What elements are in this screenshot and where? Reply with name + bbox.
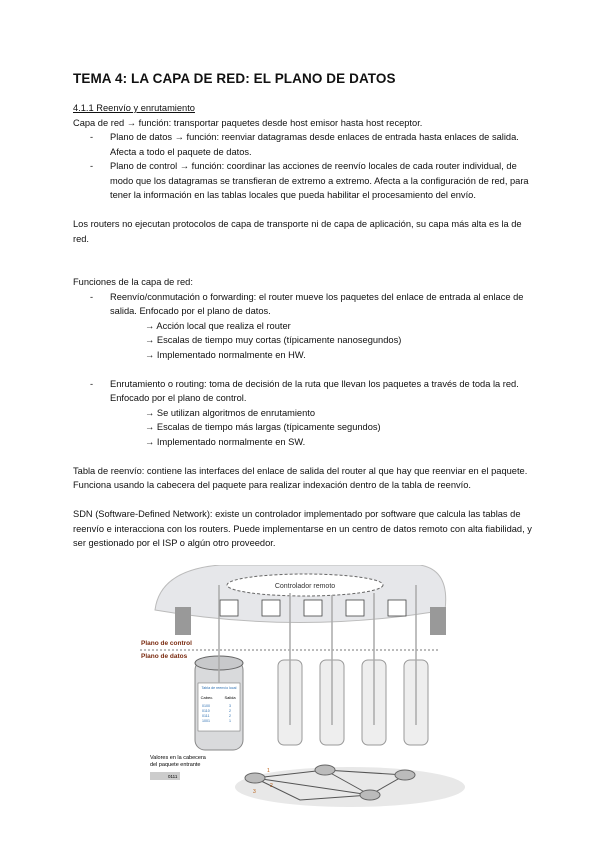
list-item-routing xyxy=(73,377,535,450)
planes-list xyxy=(73,130,535,203)
sdn-figure xyxy=(120,565,480,810)
port-label: 2 xyxy=(270,782,273,789)
bullet-dash: - xyxy=(90,378,94,389)
sub-point: → Se utilizan algoritmos de enrutamiento xyxy=(145,407,316,418)
item-text: Enrutamiento o routing: toma de decisión de la ruta que llevan los paquetes a través de toda la red. Enfocado por el plano de control. xyxy=(110,378,519,403)
item-text: Plano de control → función: coordinar las acciones de reenvío locales de cada router xyxy=(110,161,460,171)
col-output: Salida xyxy=(224,694,236,700)
remote-routers xyxy=(278,660,428,745)
table-cell: 2 xyxy=(229,713,231,718)
page-title: TEMA 4: LA CAPA DE RED: EL PLANO DE DATOS xyxy=(73,71,396,86)
sub-point: → Implementado normalmente en HW. xyxy=(145,349,306,360)
bullet-dash: - xyxy=(90,132,94,142)
sub-point: → Acción local que realiza el router xyxy=(145,320,291,331)
header-caption: Valores en la cabecera xyxy=(150,754,206,761)
port-label: 1 xyxy=(267,767,270,774)
server-icon xyxy=(175,607,191,635)
functions-heading: Funciones de la capa de red: xyxy=(73,277,193,287)
sub-point: → Implementado normalmente en SW. xyxy=(145,436,306,447)
table-cell: 1 xyxy=(229,718,231,723)
item-text-rest: individual, de modo que los datagramas se transfieran de extremo a extremo. Afecta a la configuración de red, para tener la información en las tablas locales que pueda habilitar el procesamiento del envío. xyxy=(110,161,529,200)
functions-list xyxy=(73,290,535,450)
controller-label: Controlador remoto xyxy=(274,582,336,590)
server-icon xyxy=(430,607,446,635)
sub-point: → Escalas de tiempo muy cortas (típicamente nanosegundos) xyxy=(145,335,402,345)
control-plane-label: Plano de control xyxy=(141,639,192,647)
bullet-dash: - xyxy=(90,291,94,302)
item-text-rest: salida. Afecta a todo el paquete de datos. xyxy=(110,132,519,157)
table-cell: 0111 xyxy=(202,713,210,718)
list-item-forwarding xyxy=(73,290,535,363)
section-heading: 4.1.1 Reenvío y enrutamiento xyxy=(73,103,195,113)
header-caption: del paquete entrante xyxy=(150,761,201,768)
list-item-control-plane xyxy=(73,159,535,203)
intro-paragraph: Capa de red → función: transportar paquetes desde host emisor hasta host receptor. xyxy=(73,117,423,128)
table-title: Tabla de reenvío local xyxy=(201,685,237,690)
list-item-data-plane xyxy=(73,130,535,159)
bullet-dash: - xyxy=(90,161,94,171)
port-label: 3 xyxy=(253,788,256,795)
table-cell: 2 xyxy=(229,708,231,713)
item-text: Reenvío/conmutación o forwarding: el router mueve los paquetes del enlace de entrada al enlace de salida. Enfocado por el plano de datos. xyxy=(110,291,524,316)
table-cell: 0110 xyxy=(202,708,210,713)
forwarding-table-note: Tabla de reenvío: contiene las interfaces del enlace de salida del router al que hay que reenviar en el paquete. Funciona usando la cabecera del paquete para realizar indexación dentro de la tabla de reenvío. xyxy=(73,465,528,490)
table-cell: 0100 xyxy=(202,703,210,708)
col-header: Cabec. xyxy=(200,694,214,700)
item-text: Plano de datos → función: reenviar datagramas desde enlaces de entrada hasta enlaces de xyxy=(110,132,490,142)
packet-value: 0111 xyxy=(168,773,178,779)
data-plane-label: Plano de datos xyxy=(141,652,188,660)
routers-note: Los routers no ejecutan protocolos de capa de transporte ni de capa de aplicación, su capa más alta es la de red. xyxy=(73,219,522,244)
sub-point: → Escalas de tiempo más largas (típicamente segundos) xyxy=(145,422,381,432)
sdn-note: SDN (Software-Defined Network): existe un controlador implementado por software que calcula las tablas de reenvío e interacciona con los routers. Puede implementarse en un centro de datos remoto con alta fiabilidad, y ser gestionado por el ISP o algún otro proveedor. xyxy=(73,509,532,548)
table-cell: 1001 xyxy=(202,718,210,723)
table-cell: 3 xyxy=(229,703,231,708)
